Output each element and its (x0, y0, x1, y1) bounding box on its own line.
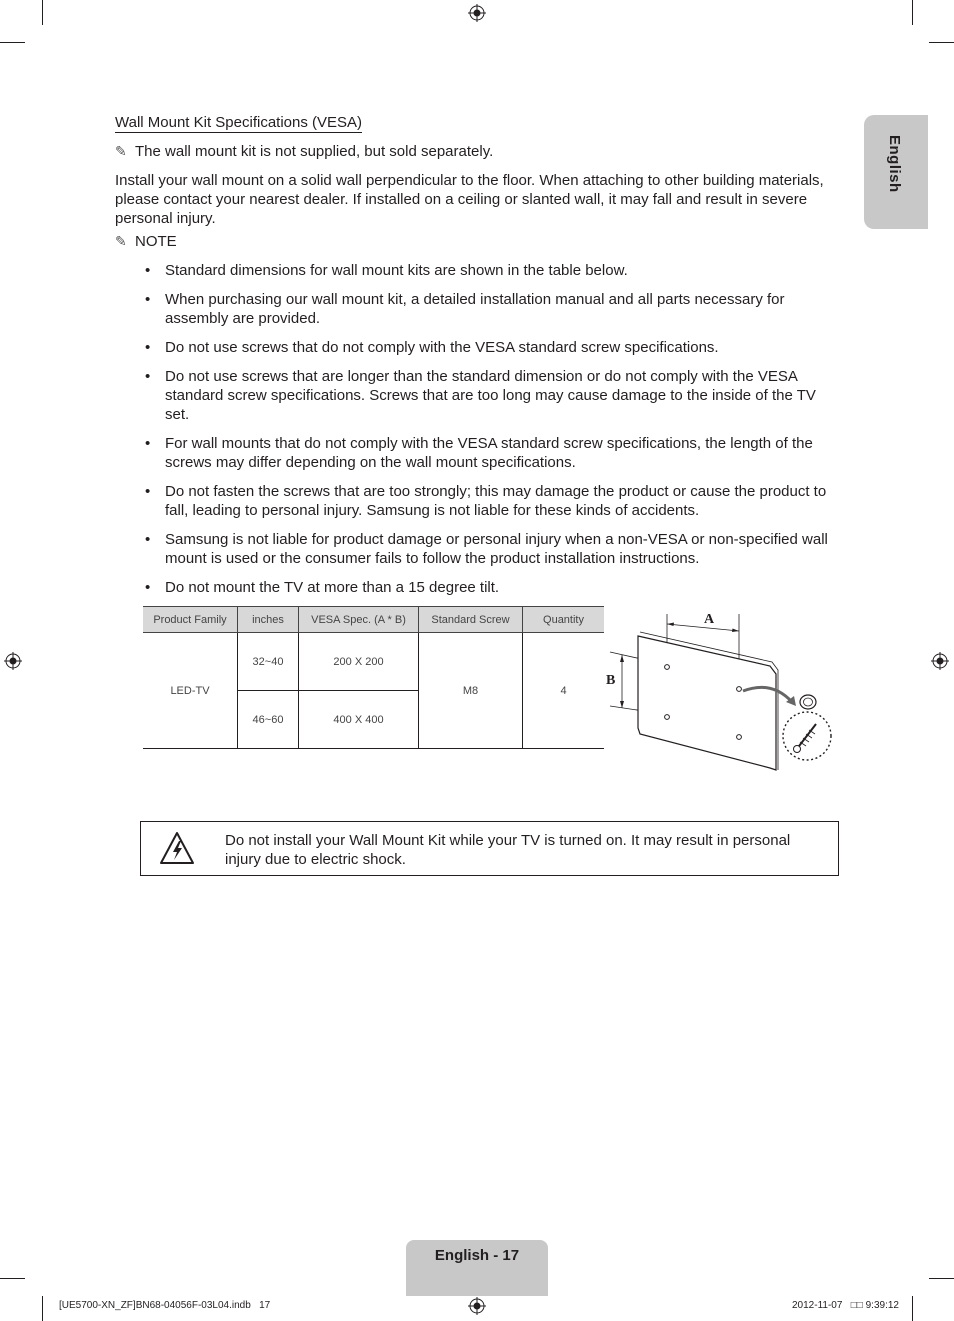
note-bullet-list (145, 261, 835, 607)
warning-text: Do not install your Wall Mount Kit while your TV is turned on. It may result in personal injury due to electric shock. (225, 832, 791, 868)
list-item: • When purchasing our wall mount kit, a detailed installation manual and all parts necessary for assembly are provided. (145, 291, 785, 327)
section-heading: Wall Mount Kit Specifications (VESA) (115, 114, 363, 131)
note-label: NOTE (135, 233, 177, 250)
registration-mark-icon (468, 1297, 486, 1315)
bullet-icon: • (145, 435, 151, 452)
page-number: English - 17 (434, 1247, 520, 1264)
cell-vesa-spec: 400 X 400 (299, 691, 419, 749)
note-heading (115, 232, 177, 251)
print-slug-file: [UE5700-XN_ZF]BN68-04056F-03L04.indb 17 (59, 1300, 271, 1311)
language-tab (864, 115, 928, 229)
list-item: • Standard dimensions for wall mount kits are shown in the table below. (145, 262, 628, 279)
table-row (143, 633, 604, 691)
header-quantity: Quantity (523, 607, 605, 633)
pencil-note-icon: ✎ (115, 143, 127, 159)
tv-back-diagram (600, 606, 840, 776)
header-standard-screw: Standard Screw (419, 607, 523, 633)
list-item: • Do not fasten the screws that are too strongly; this may damage the product or cause the product to fall, leading to personal injury. Samsung is not liable for these kinds of accidents. (145, 483, 827, 519)
vesa-spec-table (143, 606, 604, 749)
list-item: • Do not use screws that do not comply with the VESA standard screw specifications. (145, 339, 719, 356)
electric-shock-warning-icon (159, 831, 195, 865)
bullet-icon: • (145, 339, 151, 356)
list-item: • Do not use screws that are longer than the standard dimension or do not comply with the VESA standard screw specifications. Screws that are too long may cause damage to the inside of the TV set. (145, 368, 816, 423)
header-vesa-spec: VESA Spec. (A * B) (299, 607, 419, 633)
bullet-icon: • (145, 483, 151, 500)
dimension-b-label: B (606, 673, 616, 688)
list-item: • Samsung is not liable for product damage or personal injury when a non-VESA or non-specified wall mount is used or the consumer fails to follow the product installation instructions. (145, 531, 828, 567)
registration-mark-icon (4, 652, 22, 670)
cell-product-family: LED-TV (143, 633, 238, 749)
supply-note (115, 142, 493, 161)
bullet-icon: • (145, 291, 151, 308)
header-product-family: Product Family (143, 607, 238, 633)
list-item: • Do not mount the TV at more than a 15 degree tilt. (145, 579, 500, 596)
header-inches: inches (238, 607, 299, 633)
cell-vesa-spec: 200 X 200 (299, 633, 419, 691)
list-item: • For wall mounts that do not comply with the VESA standard screw specifications, the length of the screws may differ depending on the wall mount specifications. (145, 435, 813, 471)
print-slug-date: 2012-11-07 □□ 9:39:12 (792, 1300, 899, 1311)
cell-inches: 32~40 (238, 633, 299, 691)
bullet-icon: • (145, 368, 151, 385)
bullet-icon: • (145, 579, 151, 596)
supply-note-text: The wall mount kit is not supplied, but sold separately. (135, 143, 494, 160)
bullet-icon: • (145, 262, 151, 279)
bullet-icon: • (145, 531, 151, 548)
intro-paragraph: Install your wall mount on a solid wall perpendicular to the floor. When attaching to other building materials, please contact your nearest dealer. If installed on a ceiling or slanted wall, it may fall and result in severe personal injury. (115, 172, 824, 227)
cell-inches: 46~60 (238, 691, 299, 749)
language-tab-label: English (886, 135, 903, 193)
cell-standard-screw: M8 (419, 633, 523, 749)
warning-box (140, 821, 839, 876)
registration-mark-icon (468, 4, 486, 22)
registration-mark-icon (931, 652, 949, 670)
cell-quantity: 4 (523, 633, 605, 749)
page-number-tab (406, 1240, 548, 1296)
dimension-a-label: A (704, 612, 715, 627)
table-header-row (143, 607, 604, 633)
pencil-note-icon: ✎ (115, 233, 127, 249)
